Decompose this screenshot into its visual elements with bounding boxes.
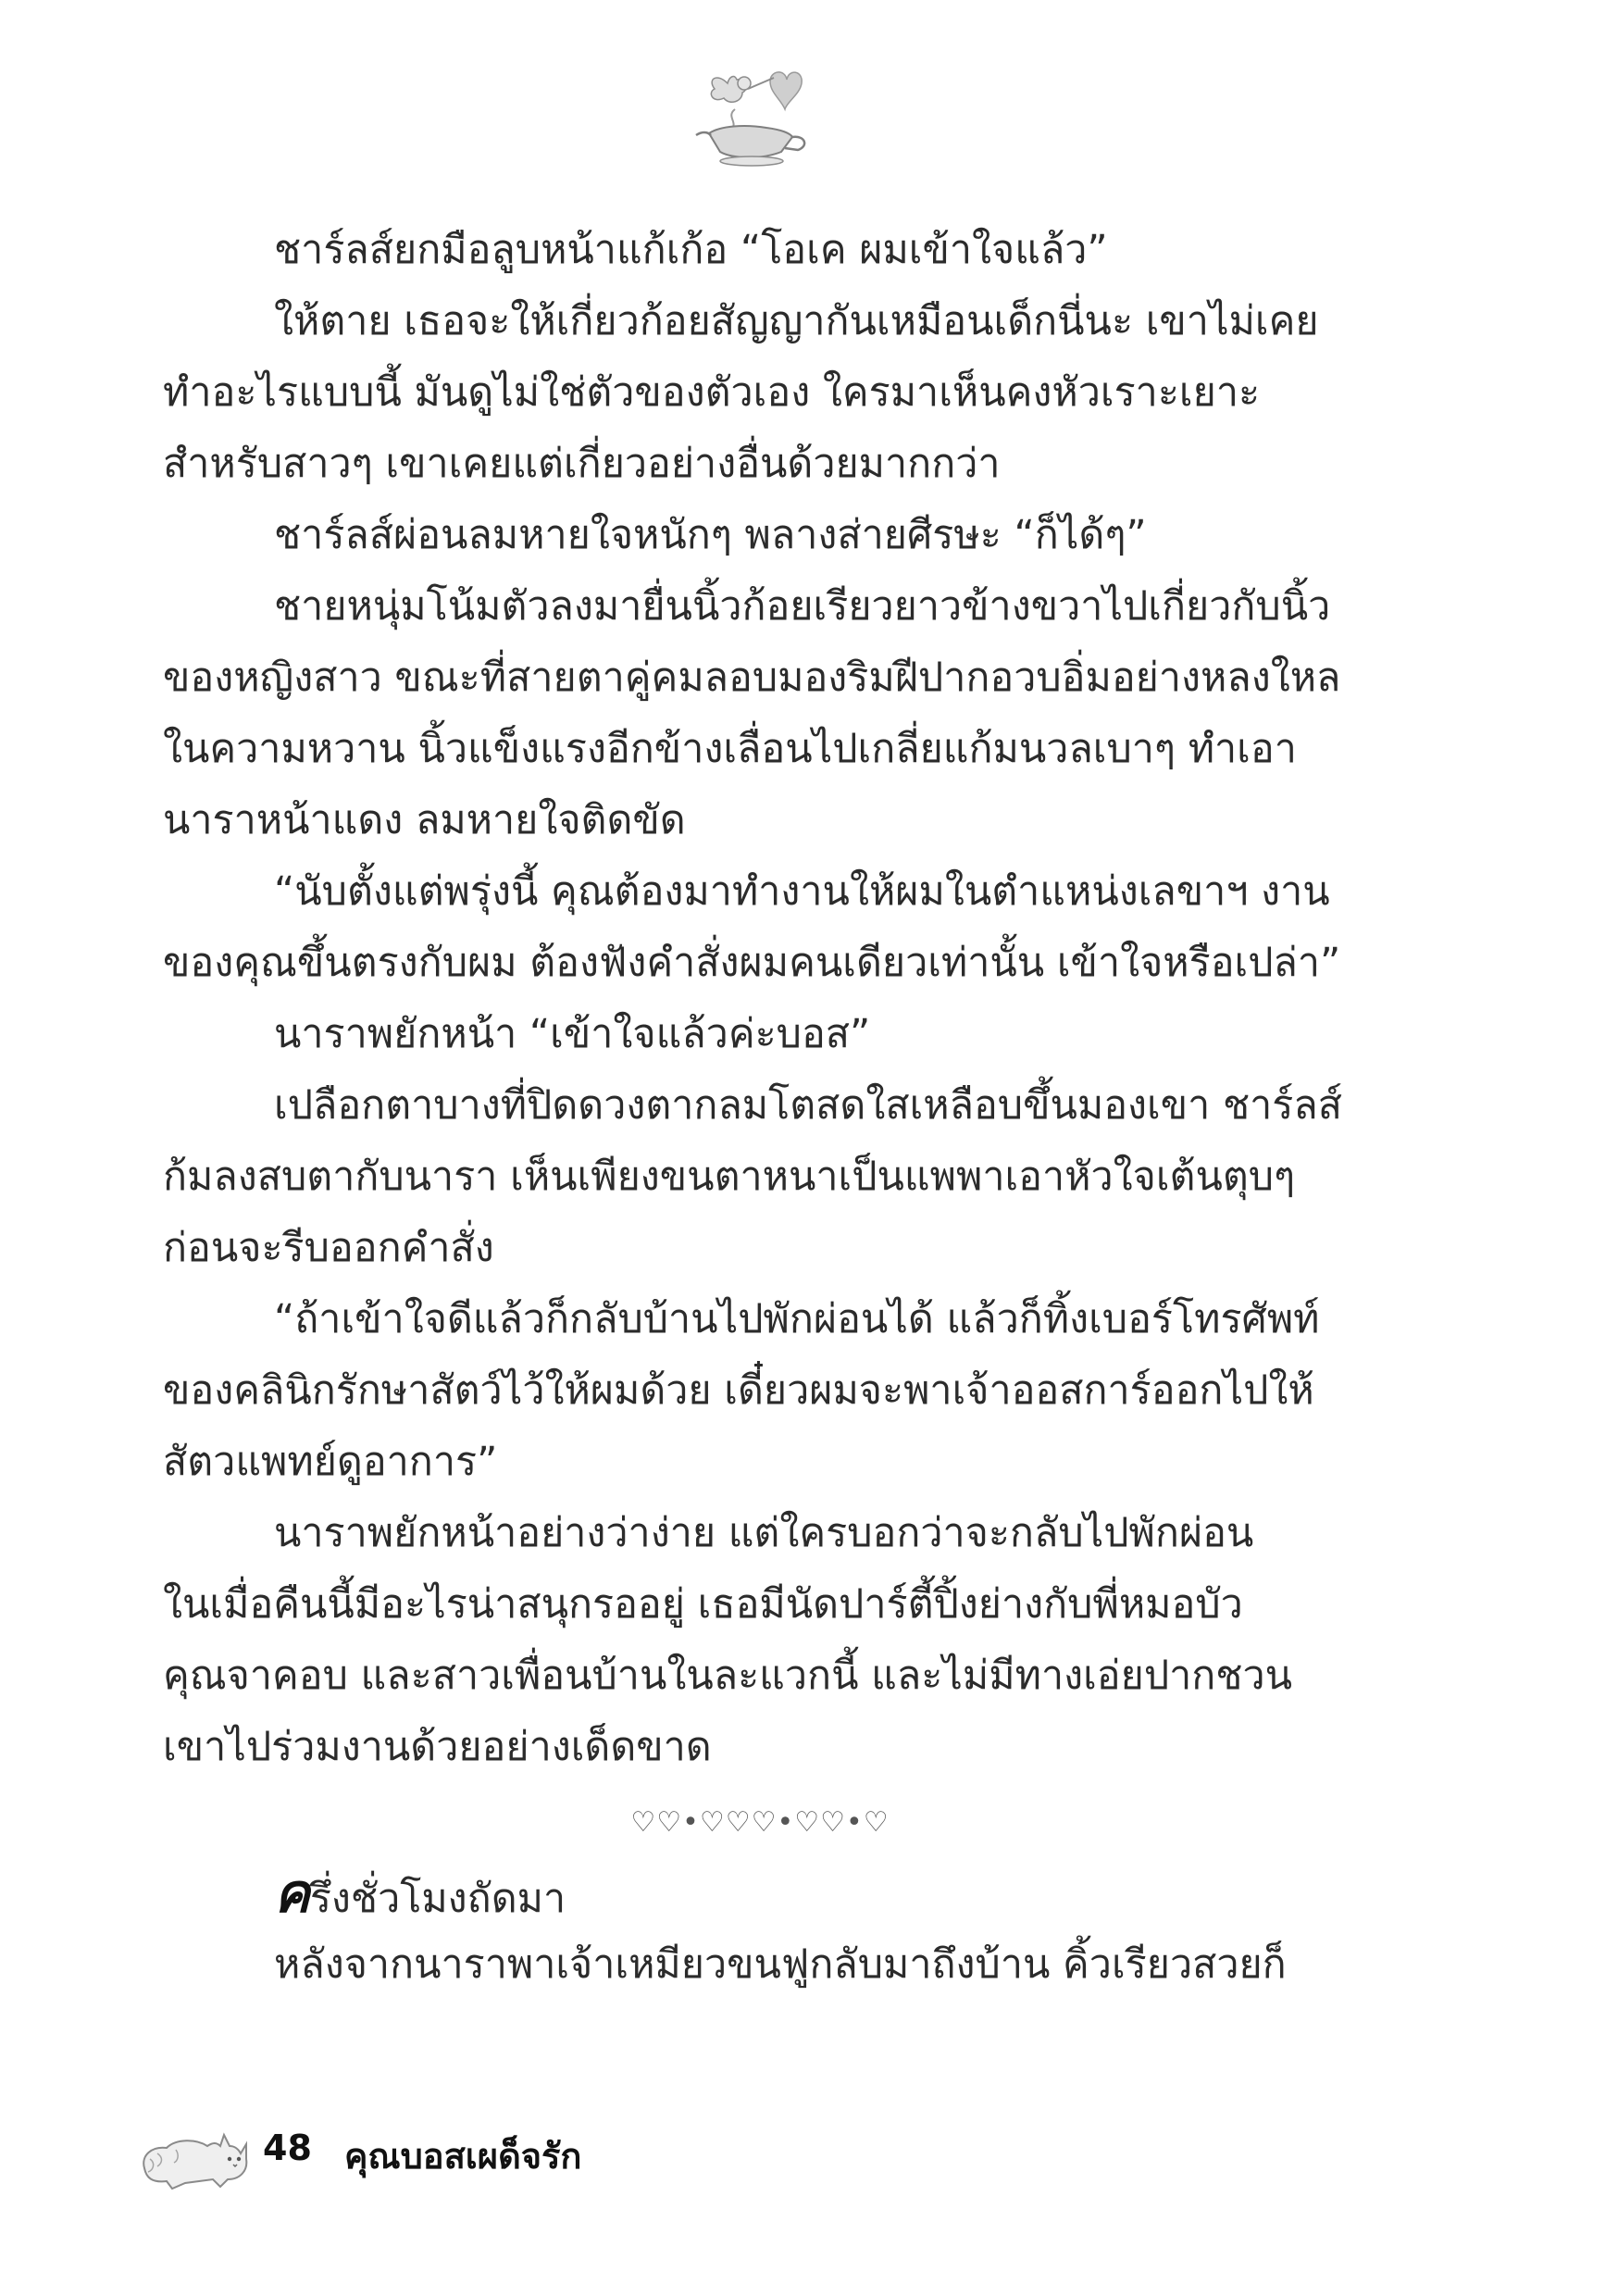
text-line: สัตวแพทย์ดูอาการ” (163, 1439, 498, 1485)
page-number: 48 (263, 2128, 312, 2168)
text-line: สำหรับสาวๆ เขาเคยแต่เกี่ยวอย่างอื่นด้วยมากกว่า (163, 441, 1001, 487)
section-opening-line (163, 1858, 1357, 1929)
text-line: ชาร์ลส์ยกมือลูบหน้าแก้เก้อ “โอเค ผมเข้าใจแล้ว” (274, 227, 1108, 273)
text-line: ของหญิงสาว ขณะที่สายตาคู่คมลอบมองริมฝีปากอวบอิ่มอย่างหลงใหล (163, 655, 1341, 701)
text-line: ให้ตาย เธอจะให้เกี่ยวก้อยสัญญากันเหมือนเด็กนี่นะ เขาไม่เคย (274, 298, 1319, 344)
text-line: ก่อนจะรีบออกคำสั่ง (163, 1225, 494, 1271)
text-line: นาราพยักหน้าอย่างว่าง่าย แต่ใครบอกว่าจะกลับไปพักผ่อน (274, 1510, 1254, 1556)
text-line: “นับตั้งแต่พรุ่งนี้ คุณต้องมาทำงานให้ผมในตำแหน่งเลขาฯ งาน (274, 868, 1330, 915)
text-line: คุณจาคอบ และสาวเพื่อนบ้านในละแวกนี้ และไม่มีทางเอ่ยปากชวน (163, 1653, 1293, 1699)
fluffy-cat-icon (139, 2102, 250, 2194)
text-line: หลังจากนาราพาเจ้าเหมียวขนฟูกลับมาถึงบ้าน คิ้วเรียวสวยก็ (274, 1941, 1287, 1988)
text-line: นาราหน้าแดง ลมหายใจติดขัด (163, 797, 686, 843)
text-line-rest: รึ่งชั่วโมงถัดมา (309, 1876, 566, 1922)
text-line: ชายหนุ่มโน้มตัวลงมายื่นนิ้วก้อยเรียวยาวข้างขวาไปเกี่ยวกับนิ้ว (274, 583, 1331, 630)
text-line: นาราพยักหน้า “เข้าใจแล้วค่ะบอส” (274, 1011, 871, 1057)
body-text (163, 215, 1357, 2001)
text-line: เขาไปร่วมงานด้วยอย่างเด็ดขาด (163, 1724, 712, 1770)
text-line: ทำอะไรแบบนี้ มันดูไม่ใช่ตัวของตัวเอง ใครมาเห็นคงหัวเราะเยาะ (163, 369, 1261, 416)
text-line: เปลือกตาบางที่ปิดดวงตากลมโตสดใสเหลือบขึ้นมองเขา ชาร์ลส์ (274, 1082, 1342, 1129)
text-line: ชาร์ลส์ผ่อนลมหายใจหนักๆ พลางส่ายศีรษะ “ก็ได้ๆ” (274, 512, 1147, 558)
text-line: ในความหวาน นิ้วแข็งแรงอีกข้างเลื่อนไปเกลี่ยแก้มนวลเบาๆ ทำเอา (163, 726, 1297, 772)
book-title: คุณบอสเผด็จรัก (344, 2136, 582, 2177)
text-line: ของคลินิกรักษาสัตว์ไว้ให้ผมด้วย เดี๋ยวผมจะพาเจ้าออสการ์ออกไปให้ (163, 1367, 1314, 1414)
page-footer (139, 2102, 972, 2203)
text-line: ในเมื่อคืนนี้มีอะไรน่าสนุกรออยู่ เธอมีนัดปาร์ตี้ปิ้งย่างกับพี่หมอบัว (163, 1581, 1243, 1628)
text-line: ก้มลงสบตากับนารา เห็นเพียงขนตาหนาเป็นแพพาเอาหัวใจเต้นตุบๆ (163, 1154, 1296, 1200)
section-divider: ♡♡•♡♡♡•♡♡•♡ (630, 1806, 890, 1839)
cupid-teacup-ornament-icon (689, 56, 818, 176)
text-line: “ถ้าเข้าใจดีแล้วก็กลับบ้านไปพักผ่อนได้ แล้วก็ทิ้งเบอร์โทรศัพท์ (274, 1296, 1320, 1342)
text-line: ของคุณขึ้นตรงกับผม ต้องฟังคำสั่งผมคนเดียวเท่านั้น เข้าใจหรือเปล่า” (163, 940, 1341, 986)
drop-cap: ค (274, 1864, 310, 1924)
